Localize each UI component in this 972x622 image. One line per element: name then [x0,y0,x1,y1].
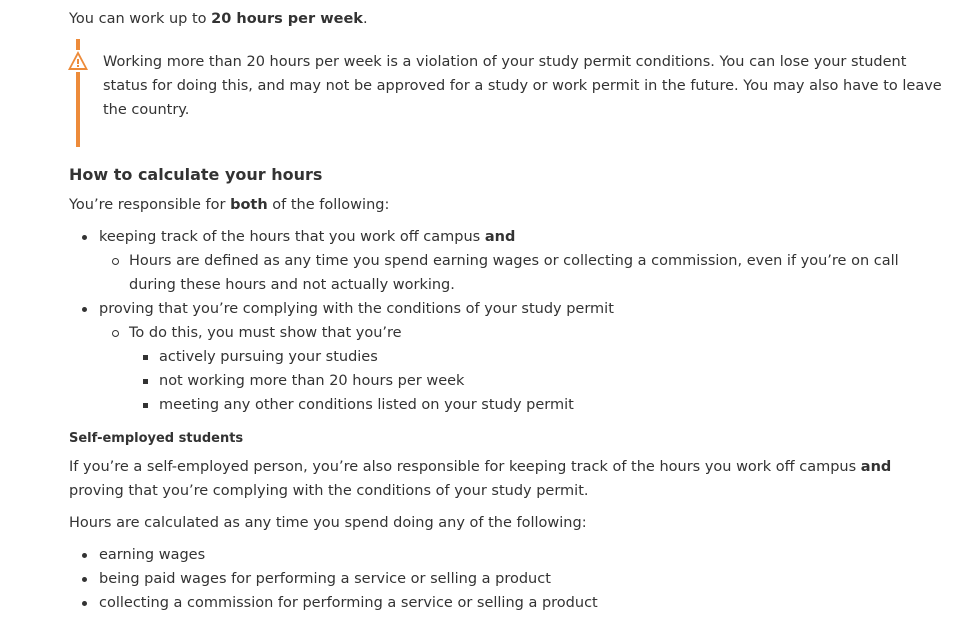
list-item: keeping track of the hours that you work off campus and Hours are defined as any time you spend earning wages or collecting a commission, even if you’re on call during these hours and not actually working. [69,225,949,297]
intro-text: You can work up to 20 hours per week. [69,11,368,27]
list-item: To do this, you must show that you’re actively pursuing your studies not working more than 20 hours per week meeting any other conditions listed on your study permit [69,321,949,417]
list-item: meeting any other conditions listed on your study permit [69,393,949,417]
list-item: collecting a commission for performing a service or selling a product [69,591,949,615]
sub-sub-list [129,345,949,417]
sub-list [99,321,949,417]
subsection-heading: Self-employed students [69,431,244,446]
list-item: earning wages [69,543,949,567]
alert-text: Working more than 20 hours per week is a violation of your study permit conditions. You can lose your student status for doing this, and may not be approved for a study or work permit in the future. You may also have to leave the country. [103,54,942,118]
section-heading: How to calculate your hours [69,165,323,184]
list-item: being paid wages for performing a service or selling a product [69,567,949,591]
hours-paragraph: Hours are calculated as any time you spend doing any of the following: [69,515,587,531]
sub-list [99,249,949,297]
activity-list [69,543,949,615]
list-item: not working more than 20 hours per week [69,369,949,393]
list-item: proving that you’re complying with the conditions of your study permit To do this, you must show that you’re actively pursuing your studies not working more than 20 hours per week meeting any other conditions listed on your study permit [69,297,949,417]
self-employed-paragraph: If you’re a self-employed person, you’re also responsible for keeping track of the hours you work off campus and proving that you’re complying with the conditions of your study permit. [69,459,892,499]
warning-icon [67,50,89,72]
warning-alert [69,39,949,147]
list-item: actively pursuing your studies [69,345,949,369]
section-lead: You’re responsible for both of the following: [69,197,390,213]
content [69,7,949,619]
responsibility-list [69,225,949,417]
list-item: Hours are defined as any time you spend earning wages or collecting a commission, even if you’re on call during these hours and not actually working. [69,249,949,297]
